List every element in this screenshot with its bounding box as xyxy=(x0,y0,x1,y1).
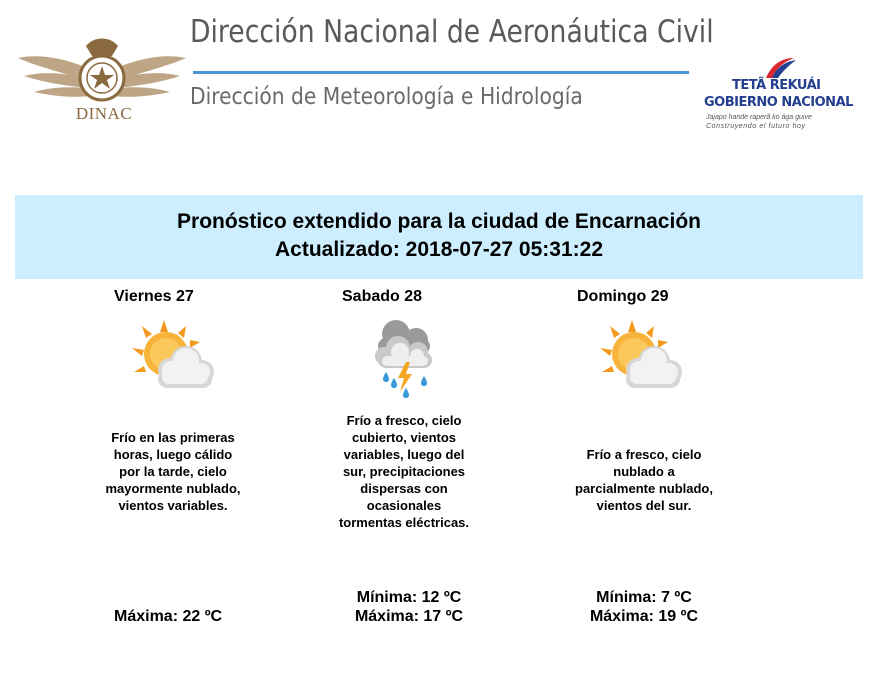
forecast-banner xyxy=(15,195,863,279)
page-header xyxy=(0,0,884,150)
sun-behind-cloud-icon xyxy=(596,318,690,398)
max-temperature: Máxima: 17 ºC xyxy=(354,608,464,625)
day-description: Frío a fresco, cielo nublado a parcialmente nublado, vientos del sur. xyxy=(575,447,713,513)
thunderstorm-rain-icon xyxy=(370,316,440,406)
day-description: Frío a fresco, cielo cubierto, vientos variables, luego del sur, precipitaciones dispersas con ocasionales tormentas eléctricas. xyxy=(338,413,470,530)
gobierno-nacional-logo xyxy=(700,56,858,136)
gov-logo-tagline-guarani: Jajapo hande raperã ko ága guive xyxy=(706,114,812,121)
forecast-title: Pronóstico extendido para la ciudad de Encarnación xyxy=(177,210,701,233)
day-name: Domingo 29 xyxy=(577,288,669,305)
gov-logo-line2: GOBIERNO NACIONAL xyxy=(704,95,853,110)
day-description: Frío en las primeras horas, luego cálido por la tarde, cielo mayormente nublado, vientos variables. xyxy=(105,430,241,513)
day-name: Viernes 27 xyxy=(114,288,194,305)
forecast-updated: Actualizado: 2018-07-27 05:31:22 xyxy=(275,238,603,261)
gov-logo-tagline-spanish: Construyendo el futuro hoy xyxy=(706,123,806,130)
max-temperature: Máxima: 22 ºC xyxy=(114,608,223,625)
max-temperature: Máxima: 19 ºC xyxy=(589,608,699,625)
min-temperature: Mínima: 12 ºC xyxy=(356,589,462,606)
org-subtitle: Dirección de Meteorología e Hidrología xyxy=(190,84,583,110)
gov-logo-line1: TETÃ REKUÁI xyxy=(732,78,821,93)
flag-ribbon-icon xyxy=(760,56,800,80)
sun-behind-cloud-icon xyxy=(128,318,222,398)
dinac-logo-text: DINAC xyxy=(75,104,133,123)
day-name: Sabado 28 xyxy=(342,288,423,305)
title-divider xyxy=(193,71,689,74)
org-title: Dirección Nacional de Aeronáutica Civil xyxy=(190,14,714,50)
min-temperature: Mínima: 7 ºC xyxy=(596,589,692,606)
